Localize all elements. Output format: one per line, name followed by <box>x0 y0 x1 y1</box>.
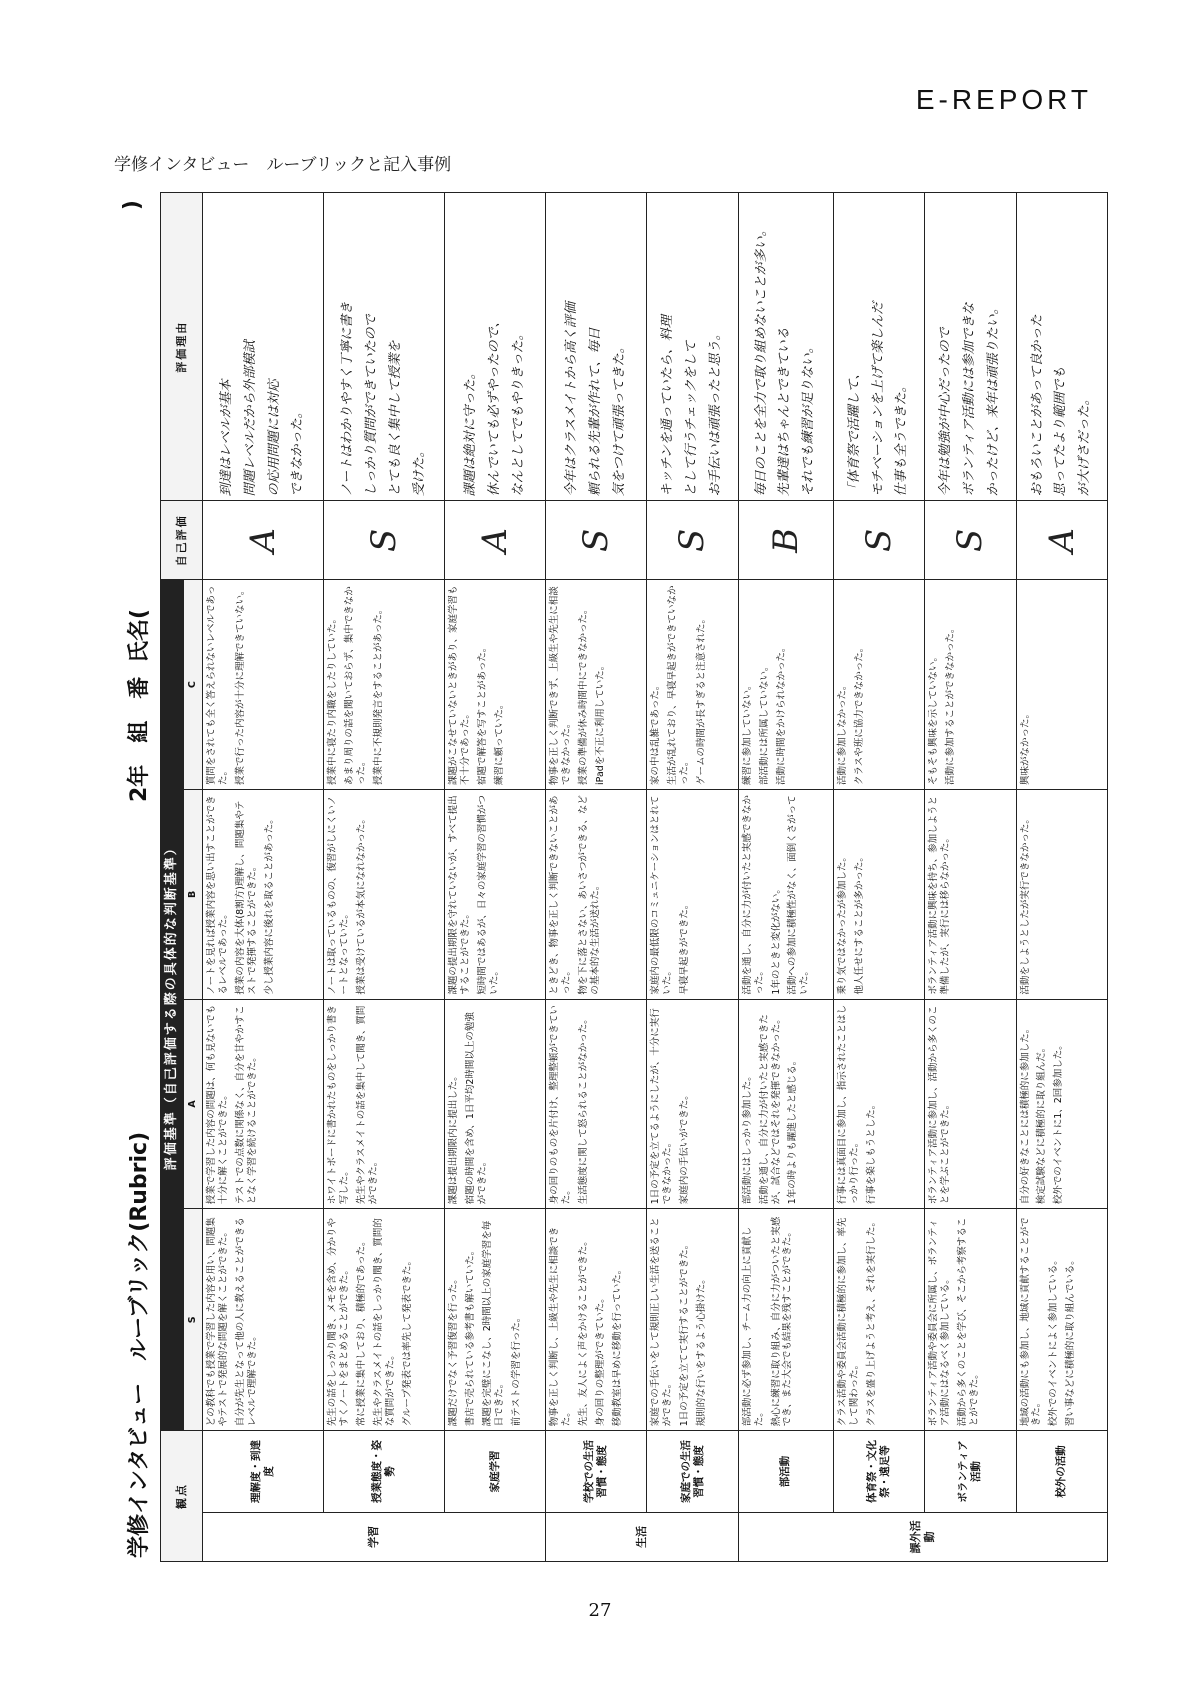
criteria-line: ボランティア活動に興味を持ち、参加しようと準備したが、実行には移らなかった。 <box>928 795 952 995</box>
criteria-line: 活動をしようとしたが実行できなかった。 <box>1019 814 1031 995</box>
grade-reason <box>324 193 445 501</box>
criteria-line: ボランティア活動や委員会に所属し、ボランティア活動にはなるべく参加している。 <box>928 1218 952 1427</box>
rubric-table <box>160 192 1108 1562</box>
criteria-c <box>925 580 1016 790</box>
criteria-line: 部活動に必ず参加し、チーム力の向上に貢献した。 <box>741 1226 765 1427</box>
criteria-line: 身の回りの整理ができていた。 <box>594 1293 606 1427</box>
criteria-line: iPadを不正に利用していた。 <box>594 660 606 785</box>
reason-line: 到達はレベルが基本 <box>218 379 234 497</box>
criteria-line: 部活動には所属していない。 <box>758 661 770 785</box>
reason-line: ボランティア活動には参加できな <box>961 302 977 497</box>
reason-line: の応用問題には対応 <box>266 379 282 497</box>
rubric-sheet-wrapper <box>112 192 1112 1562</box>
criteria-line: 授業中に寝たり内職をしたりしていた。 <box>327 613 339 785</box>
criteria-line: 書店で売られている参考書も解いていた。 <box>465 1245 477 1427</box>
criteria-b <box>445 789 546 999</box>
reason-line: 仕事も全うできた。 <box>894 379 910 497</box>
criteria-c <box>833 580 924 790</box>
reason-line: モチベーションを上げて楽しんだ <box>870 301 886 497</box>
self-grade: A <box>1016 501 1107 580</box>
criteria-line: 活動から多くのことを学び、そこから考察することができた。 <box>956 1217 980 1427</box>
self-grade: S <box>925 501 1016 580</box>
criteria-line: 行事には真面目に参加し、指示されたことはしっかり行った。 <box>836 1004 860 1205</box>
brand-logo-text: E-REPORT <box>915 84 1092 115</box>
criteria-line: 1年のときと変化がない。 <box>770 884 782 995</box>
reason-line: 今年は勉強が中心だったので <box>938 327 954 497</box>
self-grade: S <box>647 501 738 580</box>
criteria-line: 乗り気ではなかったが参加した。 <box>836 852 848 995</box>
criteria-line: 早寝早起きができた。 <box>679 899 691 995</box>
criteria-b <box>833 789 924 999</box>
grade-reason <box>203 193 324 501</box>
rubric-row <box>738 193 833 1562</box>
rubric-row <box>1016 193 1107 1562</box>
criteria-s <box>647 1209 738 1431</box>
criteria-s <box>738 1209 833 1431</box>
criteria-line: 常に授業に集中しており、積極的であった。 <box>355 1236 367 1427</box>
criteria-line: 自分の好きなことには積極的に参加した。 <box>1019 1023 1031 1205</box>
criteria-s <box>925 1209 1016 1431</box>
reason-line: 気をつけて頑張ってきた。 <box>611 340 627 497</box>
criteria-s <box>324 1209 445 1431</box>
grade-reason <box>1016 193 1107 501</box>
criteria-a <box>1016 999 1107 1209</box>
rubric-sheet <box>112 192 1112 1562</box>
criteria-line: 授業で学習した内容の問題は、何も見ないでも十分に解くことができた。 <box>206 1004 229 1205</box>
criteria-b <box>203 789 324 999</box>
reason-line: 受けた。 <box>411 444 427 497</box>
criteria-b <box>647 789 738 999</box>
criteria-line: グループ発表では率先して発表できた。 <box>401 1256 413 1427</box>
criteria-line: そもそも興味を示していない。 <box>928 651 940 785</box>
reason-line: しっかり質問ができていたので <box>363 314 379 497</box>
criteria-line: ゲームの時間が長すぎると注意された。 <box>696 613 708 785</box>
criteria-line: 授業は受けているが本気になれなかった。 <box>355 814 367 995</box>
criteria-c <box>1016 580 1107 790</box>
row-label: 理解度・到達度 <box>203 1431 324 1512</box>
header-level-c: C <box>184 580 203 790</box>
header-level-b: B <box>184 789 203 999</box>
criteria-line: 校外でのイベントに1、2回参加した。 <box>1053 1040 1065 1205</box>
criteria-line: 先生やクラスメイトの話をしっかり聞き、質問的な質問ができた。 <box>372 1218 396 1427</box>
criteria-b <box>546 789 647 999</box>
criteria-line: クラスや班に協力できなかった。 <box>853 642 865 785</box>
criteria-line: 検定試験などに積極的に取り組んだ。 <box>1036 1042 1048 1205</box>
criteria-line: 部活動にはしっかり参加した。 <box>741 1071 753 1205</box>
self-grade: A <box>445 501 546 580</box>
page-caption: 学修インタビュー ルーブリックと記入事例 <box>114 155 452 175</box>
sheet-title: 学修インタビュー ルーブリック(Rubric) <box>127 1131 152 1558</box>
criteria-line: どの教科でも授業で学習した内容を用い、問題集やテストで発展的な問題を解くことができた。 <box>206 1217 229 1427</box>
row-label: 学校での生活習慣・態度 <box>546 1431 647 1512</box>
header-level-a: A <box>184 999 203 1209</box>
category-extra: 課外活動 <box>738 1512 1107 1561</box>
close-paren: ) <box>120 200 145 211</box>
row-label: 体育祭・文化祭・遠足等 <box>833 1431 924 1512</box>
self-grade: B <box>738 501 833 580</box>
criteria-b <box>738 789 833 999</box>
rubric-row <box>203 193 324 1562</box>
reason-line: 今年はクラスメイトから高く評価 <box>564 302 580 497</box>
criteria-line: 授業で行った内容が十分に理解できていない。 <box>234 585 246 785</box>
criteria-line: 活動に時間をかけられなかった。 <box>775 642 787 785</box>
self-grade: S <box>546 501 647 580</box>
header-level-s: S <box>184 1209 203 1431</box>
header-viewpoint: 観点 <box>161 1431 203 1562</box>
reason-line: おもろいことがあって良かった <box>1029 314 1045 497</box>
criteria-a <box>647 999 738 1209</box>
criteria-c <box>445 580 546 790</box>
criteria-a <box>738 999 833 1209</box>
criteria-line: クラス活動や委員会活動に積極的に参加し、率先して関わった。 <box>836 1217 860 1427</box>
criteria-b <box>324 789 445 999</box>
reason-line: が大げさだった。 <box>1077 392 1093 497</box>
self-grade: S <box>324 501 445 580</box>
criteria-s <box>203 1209 324 1431</box>
criteria-line: 生活が乱れており、早寝早起きができていなかった。 <box>667 585 691 785</box>
reason-line: とても良く集中して授業を <box>387 340 403 497</box>
criteria-line: 授業の内容を大体(8割方)理解し、問題集やテストで発揮することができた。 <box>234 800 258 995</box>
rubric-row <box>445 193 546 1562</box>
criteria-line: 課題は提出期限内に提出した。 <box>448 1071 460 1205</box>
rubric-row <box>925 193 1016 1562</box>
reason-line: お手伝いは頑張ったと思う。 <box>708 327 724 497</box>
rubric-body <box>203 193 1108 1562</box>
header-criteria-band: 評価基準（自己評価する際の具体的な判断基準） <box>161 580 184 1431</box>
criteria-line: 短時間ではあるが、日々の家庭学習の習慣がついた。 <box>476 795 500 995</box>
criteria-line: 先生の話をしっかり聞き、メモを含め、分かりやすくノートをまとめることができた。 <box>327 1218 351 1427</box>
page-number: 27 <box>588 1600 612 1621</box>
criteria-line: 課題がこなせていないときがあり、家庭学習も不十分であった。 <box>448 585 472 785</box>
criteria-s <box>546 1209 647 1431</box>
reason-line: ノートはわかりやすく丁寧に書き <box>339 301 355 497</box>
criteria-c <box>203 580 324 790</box>
criteria-c <box>324 580 445 790</box>
criteria-line: あまり周りの話を聞いておらず、集中できなかった。 <box>344 586 367 785</box>
reason-line: 課題は絶対に守った。 <box>462 366 478 497</box>
reason-line: 「体育祭で活躍して、 <box>846 366 862 497</box>
self-grade: S <box>833 501 924 580</box>
criteria-line: 生活態度に関して怒られることがなかった。 <box>578 1014 590 1205</box>
criteria-line: 物を下に落とさない、あいさつができる、などの基本的な生活が送れた。 <box>578 795 601 995</box>
criteria-line: 先生、友人によく声をかけることができた。 <box>578 1236 590 1427</box>
row-label: 部活動 <box>738 1431 833 1512</box>
reason-line: 頼られる先輩が作れて、毎日 <box>587 327 603 497</box>
header-reason: 評価理由 <box>161 193 203 501</box>
criteria-line: 1日の予定を立てるようにしたが、十分に実行できなかった。 <box>650 1008 674 1205</box>
criteria-a <box>324 999 445 1209</box>
criteria-line: 物事を正しく判断し、上級生や先生に相談できた。 <box>549 1226 573 1427</box>
criteria-line: 練習に参加していない。 <box>741 680 753 785</box>
criteria-c <box>647 580 738 790</box>
criteria-a <box>445 999 546 1209</box>
self-grade: A <box>203 501 324 580</box>
row-label: 家庭学習 <box>445 1431 546 1512</box>
row-label: 授業態度・姿勢 <box>324 1431 445 1512</box>
grade-reason <box>925 193 1016 501</box>
row-label: 校外の活動 <box>1016 1431 1107 1512</box>
criteria-line: 物事を正しく判断できず、上級生や先生に相談できなかった。 <box>549 586 573 785</box>
header-self-grade: 自己評価 <box>161 501 203 580</box>
criteria-a <box>546 999 647 1209</box>
criteria-line: ホワイトボードに書かれたものをしっかり書き写した。 <box>327 1005 351 1205</box>
reason-line: 思ってたより範囲でも <box>1053 366 1069 497</box>
criteria-line: 課題だけでなく予習復習を行った。 <box>448 1274 460 1427</box>
criteria-line: 校外でのイベントによく参加している。 <box>1048 1255 1060 1427</box>
criteria-line: 行事を楽しもうとした。 <box>865 1099 877 1205</box>
criteria-b <box>1016 789 1107 999</box>
criteria-line: 宿題で解答を写すことがあった。 <box>476 642 488 785</box>
criteria-line: 授業の準備が休み時間中にできなかった。 <box>578 604 590 785</box>
row-label: 家庭での生活習慣・態度 <box>647 1431 738 1512</box>
sheet-title-bar <box>112 192 160 1562</box>
criteria-line: 課題を完璧にこなし、2時間以上の家庭学習を毎日できた。 <box>481 1220 505 1427</box>
criteria-line: 他人任せにすることが多かった。 <box>853 852 865 995</box>
reason-line: として行うチェックをして <box>684 340 700 497</box>
criteria-line: 課題の提出期限を守れていないが、すべて提出することができた。 <box>448 795 472 995</box>
category-life: 生活 <box>546 1512 739 1561</box>
criteria-line: 宿題の時間を含め、1日平均2時間以上の勉強ができた。 <box>465 1012 488 1205</box>
criteria-s <box>445 1209 546 1431</box>
criteria-line: 活動に参加することができなかった。 <box>945 623 957 785</box>
criteria-line: 前テストの学習を行った。 <box>510 1312 522 1427</box>
grade-reason <box>445 193 546 501</box>
rubric-row <box>324 193 445 1562</box>
criteria-line: 家庭での手伝いをして規則正しい生活を送ることができた。 <box>650 1217 674 1427</box>
criteria-a <box>925 999 1016 1209</box>
criteria-line: 少し授業内容に後れを取ることがあった。 <box>263 814 275 995</box>
rubric-row <box>647 193 738 1562</box>
criteria-line: テストでの点数に関係なく、自分を甘やかすことなく学習を続けることができた。 <box>234 1005 258 1205</box>
criteria-c <box>546 580 647 790</box>
criteria-line: ときどき、物事を正しく判断できないことがあった。 <box>549 795 573 995</box>
criteria-line: 活動を通し、自分に力が付いたと実感できなかった。 <box>741 795 765 995</box>
reason-line: 休んでいても必ずやったので、 <box>486 314 502 497</box>
criteria-b <box>925 789 1016 999</box>
criteria-line: ノートを見れば授業内容を思い出すことができるレベルであった。 <box>206 795 229 995</box>
criteria-line: ノートは取っているものの、復習がしにくいノートとなっていた。 <box>327 795 351 995</box>
criteria-line: 自分が先生となって他の人に教えることができるレベルで理解できた。 <box>234 1217 258 1427</box>
grade-reason <box>647 193 738 501</box>
row-label: ボランティア活動 <box>925 1431 1016 1512</box>
reason-line: 問題レベルだから外部模試 <box>242 340 258 497</box>
grade-reason <box>546 193 647 501</box>
rubric-row <box>833 193 924 1562</box>
criteria-line: 移動教室は早めに移動を行っていた。 <box>611 1264 623 1427</box>
criteria-line: 家の中は乱雑であった。 <box>650 680 662 785</box>
reason-line: 先輩達はちゃんとできている <box>777 327 793 497</box>
criteria-line: 授業中に不規則発言をすることがあった。 <box>372 604 384 785</box>
criteria-a <box>833 999 924 1209</box>
criteria-line: 家庭内の手伝いができた。 <box>679 1090 691 1205</box>
criteria-line: 身の回りのものを片付け、整理整頓ができていた。 <box>549 1005 573 1205</box>
criteria-line: 熱心に練習に取り組み、自分に力がついたと実感でき、また大会でも結果を残すことができた。 <box>770 1216 794 1427</box>
criteria-s <box>1016 1209 1107 1431</box>
criteria-s <box>833 1209 924 1431</box>
grade-reason <box>738 193 833 501</box>
criteria-a <box>203 999 324 1209</box>
reason-line: かったけど、来年は頑張りたい。 <box>985 301 1001 497</box>
criteria-c <box>738 580 833 790</box>
criteria-line: 1年の時よりも躍進したと感じる。 <box>787 1055 799 1205</box>
criteria-line: ボランティア活動に参加し、活動から多くのことを学ぶことができた。 <box>928 1005 952 1205</box>
criteria-line: 1日の予定を立てて実行することができた。 <box>679 1239 691 1427</box>
reason-line: できなかった。 <box>290 405 306 497</box>
criteria-line: 先生やクラスメイトの話を集中して聞き、質問ができた。 <box>355 1005 379 1205</box>
criteria-line: 規則的な行いをするよう心掛けた。 <box>696 1274 708 1427</box>
student-name-field: 2年 組 番 氏名( <box>127 608 152 802</box>
grade-reason <box>833 193 924 501</box>
criteria-line: 質問をされても全く答えられないレベルであった。 <box>206 585 229 785</box>
reason-line: 毎日のことを全力で取り組めないことが多い。 <box>753 223 769 497</box>
reason-line: なんとしてでもやりきった。 <box>510 327 526 497</box>
criteria-line: 活動を通し、自分に力が付いたと実感できたが、試合などではそれを発揮できなかった。 <box>758 1014 782 1205</box>
criteria-line: 活動への参加に積極性がなく、面倒くさがっていた。 <box>787 795 811 995</box>
criteria-line: 家庭内の最低限のコミュニケーションはとれていた。 <box>650 795 674 995</box>
reason-line: キッチンを通っていたら、料理 <box>660 315 676 497</box>
criteria-line: 練習に頼っていた。 <box>493 699 505 785</box>
criteria-line: 興味がなかった。 <box>1019 708 1031 785</box>
reason-line: それでも練習が足りない。 <box>801 340 817 497</box>
criteria-line: 地域の活動にも参加し、地域に貢献することができた。 <box>1019 1217 1043 1427</box>
criteria-line: 活動に参加しなかった。 <box>836 680 848 785</box>
rubric-row <box>546 193 647 1562</box>
category-study: 学習 <box>203 1512 546 1561</box>
criteria-line: クラスを盛り上げようと考え、それを実行した。 <box>865 1216 877 1427</box>
criteria-line: 習い事などに積極的に取り組んでいる。 <box>1065 1255 1077 1427</box>
